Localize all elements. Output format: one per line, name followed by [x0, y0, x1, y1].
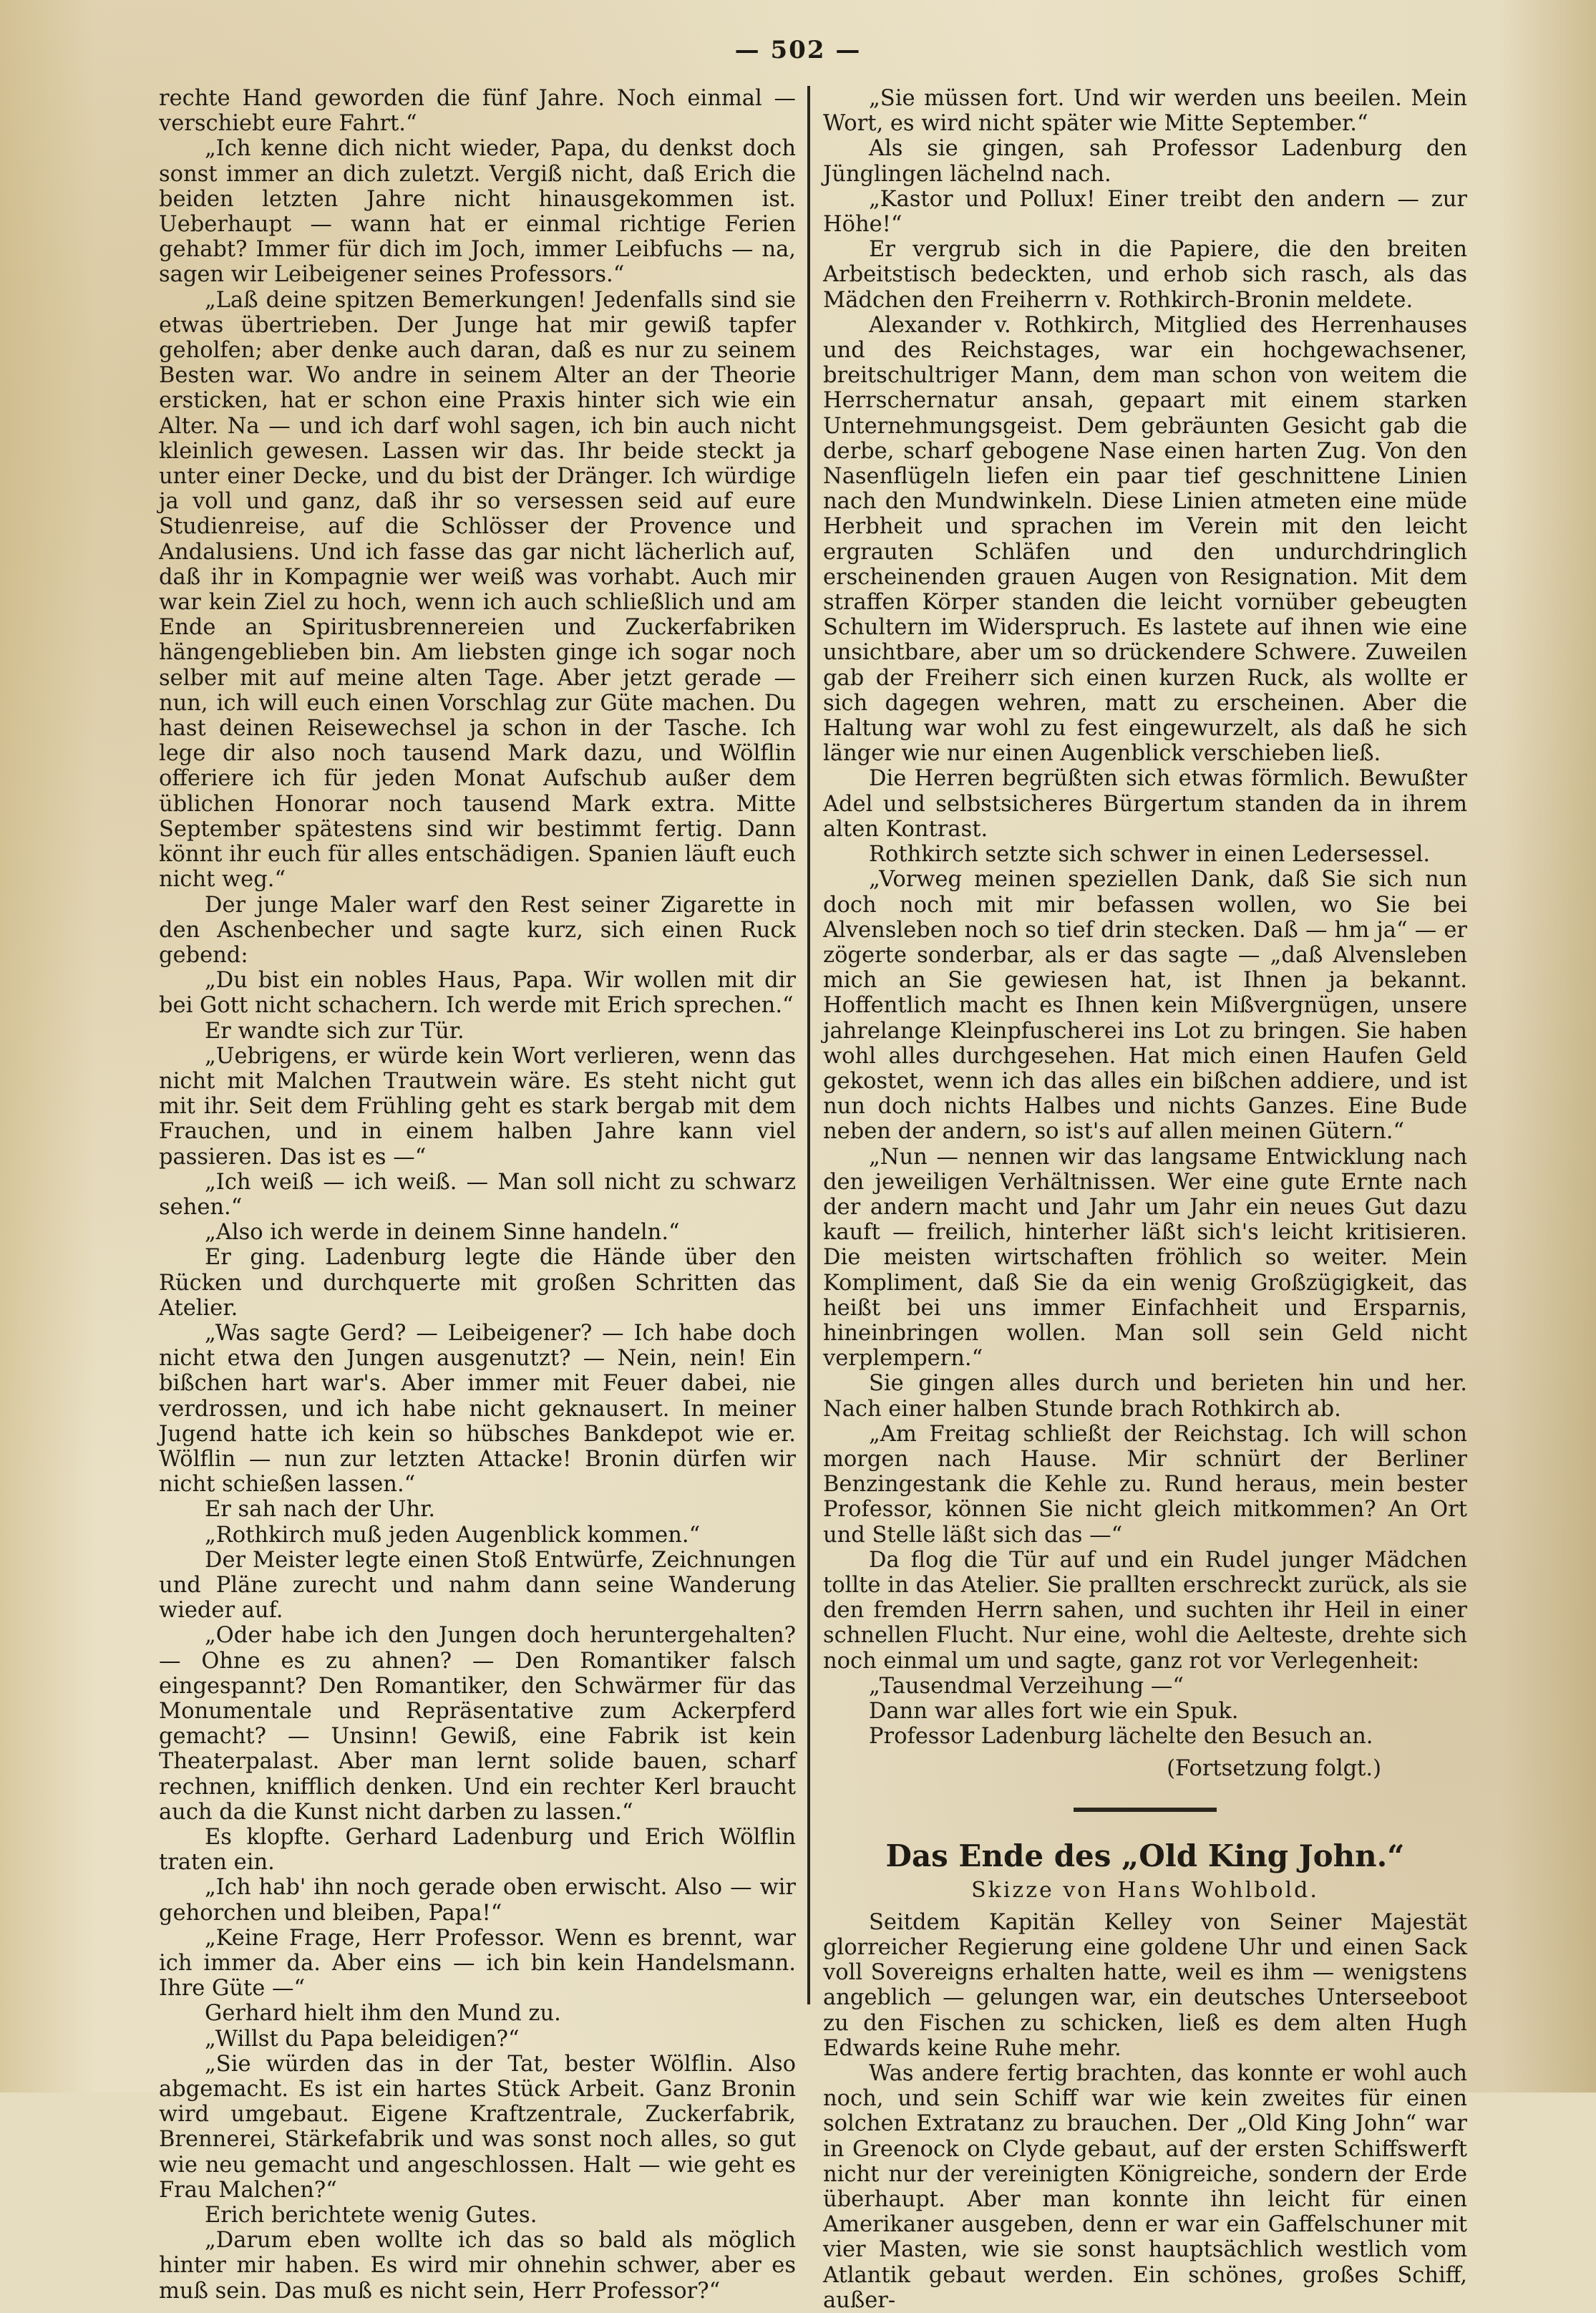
paragraph: Alexander v. Rothkirch, Mitglied des Herrenhauses und des Reichstages, war ein hochgewachsener, breitschultriger Mann, dem man schon von weitem die Herrschernatur ansah, gepaart mit einem starken Unternehmungsgeist. Dem gebräunten Gesicht gab die derbe, scharf gebogene Nase einen harten Zug. Von den Nasenflügeln liefen ein paar tief geschnittene Linien nach den Mundwinkeln. Diese Linien atmeten eine müde Herbheit und sprachen im Verein mit den leicht ergrauten Schläfen und den undurchdringlich erscheinenden grauen Augen von Resignation. Mit dem straffen Körper standen die leicht vornüber gebeugten Schultern im Widerspruch. Es lastete auf ihnen wie eine unsichtbare, aber um so drückendere Schwere. Zuweilen gab der Freiherr sich einen kurzen Ruck, als wollte er sich dagegen wehren, matt zu erscheinen. Aber die Haltung war wohl zu fest eingewurzelt, als daß he sich länger wie nur einen Augenblick verschieben ließ. — [823, 312, 1467, 767]
paragraph: Rothkirch setzte sich schwer in einen Ledersessel. — [869, 842, 1431, 868]
paragraph: „Tausendmal Verzeihung —“ — [869, 1673, 1184, 1699]
paragraph: Er vergrub sich in die Papiere, die den breiten Arbeitstisch bedeckten, und erhob sich rasch, als das Mädchen den Freiherrn v. Rothkirch-Bronin meldete. — [823, 237, 1467, 313]
left-column — [159, 86, 796, 2304]
paragraph: Gerhard hielt ihm den Mund zu. — [205, 2001, 561, 2027]
section-rule — [1074, 1808, 1217, 1812]
paragraph: „Rothkirch muß jeden Augenblick kommen.“ — [205, 1522, 701, 1548]
paragraph: „Sie müssen fort. Und wir werden uns beeilen. Mein Wort, es wird nicht später wie Mitte September.“ — [823, 86, 1467, 137]
paragraph: „Nun — nennen wir das langsame Entwicklung nach den jeweiligen Verhältnissen. Wer eine gute Ernte nach der andern macht und Jahr um Jahr ein neues Gut dazu kauft — freilich, hinterher läßt sich's leicht kritisieren. Die meisten wirtschaften fröhlich so weiter. Mein Kompliment, daß Sie da ein wenig Großzügigkeit, das heißt bei uns immer Einfachheit und Ersparnis, hineinbringen wollen. Man soll sein Geld nicht verplempern.“ — [823, 1144, 1467, 1372]
paragraph: Er sah nach der Uhr. — [205, 1497, 436, 1523]
paragraph: „Am Freitag schließt der Reichstag. Ich will schon morgen nach Hause. Mir schnürt der Berliner Benzingestank die Kehle zu. Rund heraus, mein bester Professor, können Sie nicht gleich mitkommen? An Ort und Stelle läßt sich das —“ — [823, 1421, 1467, 1548]
paragraph: Als sie gingen, sah Professor Ladenburg den Jünglingen lächelnd nach. — [823, 136, 1467, 187]
paragraph: „Uebrigens, er würde kein Wort verlieren, wenn das nicht mit Malchen Trautwein wäre. Es steht nicht gut mit ihr. Seit dem Frühling geht es stark bergab mit dem Frauchen, und in einem halben Jahre kann viel passieren. Das ist es —“ — [159, 1043, 796, 1170]
paragraph: Erich berichtete wenig Gutes. — [205, 2203, 537, 2229]
story-subtitle: Skizze von Hans Wohlbold. — [971, 1877, 1319, 1903]
paragraph: „Ich hab' ihn noch gerade oben erwischt. Also — wir gehorchen und bleiben, Papa!“ — [159, 1875, 796, 1926]
paragraph: rechte Hand geworden die fünf Jahre. Noch einmal — verschiebt eure Fahrt.“ — [159, 86, 796, 137]
paragraph: „Ich weiß — ich weiß. — Man soll nicht zu schwarz sehen.“ — [159, 1169, 796, 1220]
paragraph: „Laß deine spitzen Bemerkungen! Jedenfalls sind sie etwas übertrieben. Der Junge hat mir gewiß tapfer geholfen; aber denke auch daran, daß es nur zu seinem Besten war. Wo andre in seinem Alter an der Theorie ersticken, hat er schon eine Praxis hinter sich wie ein Alter. Na — und ich darf wohl sagen, ich bin auch nicht kleinlich gewesen. Lassen wir das. Ihr beide steckt ja unter einer Decke, und du bist der Dränger. Ich würdige ja voll und ganz, daß ihr so versessen seid auf eure Studienreise, auf die Schlösser der Provence und Andalusiens. Und ich fasse das gar nicht lächerlich auf, daß ihr in Kompagnie wer weiß was vorhabt. Auch mir war kein Ziel zu hoch, wenn ich auch schließlich und am Ende an Spiritusbrennereien und Zuckerfabriken hängengeblieben bin. Am liebsten ginge ich sogar noch selber mit auf meine alten Tage. Aber jetzt gerade — nun, ich will euch einen Vorschlag zur Güte machen. Du hast deinen Reisewechsel ja schon in der Tasche. Ich lege dir also noch tausend Mark dazu, und Wölflin offeriere ich für jeden Monat Aufschub außer dem üblichen Honorar noch tausend Mark extra. Mitte September spätestens sind wir bestimmt fertig. Dann könnt ihr euch für alles entschädigen. Spanien läuft euch nicht weg.“ — [159, 287, 796, 893]
paragraph: Seitdem Kapitän Kelley von Seiner Majestät glorreicher Regierung eine goldene Uhr und einen Sack voll Sovereigns erhalten hatte, weil es ihm — wenigstens angeblich — gelungen war, ein deutsches Unterseeboot zu den Fischen zu schicken, ließ es dem alten Hugh Edwards keine Ruhe mehr. — [823, 1909, 1467, 2061]
paragraph: „Sie würden das in der Tat, bester Wölflin. Also abgemacht. Es ist ein hartes Stück Arbeit. Ganz Bronin wird umgebaut. Eigene Kraftzentrale, Zuckerfabrik, Brennerei, Stärkefabrik und was sonst noch alles, so gut wie neu gemacht und angeschlossen. Halt — wie geht es Frau Malchen?“ — [159, 2051, 796, 2203]
paragraph: Sie gingen alles durch und berieten hin und her. Nach einer halben Stunde brach Rothkirch ab. — [823, 1371, 1467, 1422]
paragraph: „Also ich werde in deinem Sinne handeln.“ — [205, 1220, 680, 1246]
continuation-note: (Fortsetzung folgt.) — [1167, 1756, 1381, 1782]
paragraph: „Willst du Papa beleidigen?“ — [205, 2026, 520, 2052]
page-number: — 502 — — [734, 36, 862, 64]
column-divider — [807, 86, 810, 2004]
paragraph: „Keine Frage, Herr Professor. Wenn es brennt, war ich immer da. Aber eins — ich bin kein Handelsmann. Ihre Güte —“ — [159, 1925, 796, 2002]
paragraph: Da flog die Tür auf und ein Rudel junger Mädchen tollte in das Atelier. Sie prallten erschreckt zurück, als sie den fremden Herrn sahen, und suchten ihr Heil in einer schnellen Flucht. Nur eine, wohl die Aelteste, drehte sich noch einmal um und sagte, ganz rot vor Verlegenheit: — [823, 1547, 1467, 1674]
paragraph: „Vorweg meinen speziellen Dank, daß Sie sich nun doch noch mit mir befassen wollen, wo Sie bei Alvensleben noch so tief drin stecken. Daß — hm ja“ — er zögerte sonderbar, als er das sagte — „daß Alvensleben mich an Sie gewiesen hat, ist Ihnen ja bekannt. Hoffentlich macht es Ihnen kein Mißvergnügen, unsere jahrelange Kleinpfuscherei ins Lot zu bringen. Sie haben wohl alles durchgesehen. Hat mich einen Haufen Geld gekostet, wenn ich das alles ein bißchen addiere, und ist nun doch nichts Halbes und nichts Ganzes. Eine Bude neben der andern, so ist's auf allen meinen Gütern.“ — [823, 867, 1467, 1145]
story-title: Das Ende des „Old King John.“ — [885, 1838, 1405, 1873]
paragraph: „Was sagte Gerd? — Leibeigener? — Ich habe doch nicht etwa den Jungen ausgenutzt? — Nein, nein! Ein bißchen hart war's. Aber immer mit Feuer dabei, nie verdrossen, und ich habe nicht geknausert. In meiner Jugend hatte ich kein so hübsches Bankdepot wie er. Wölflin — nun zur letzten Attacke! Bronin dürfen wir nicht schießen lassen.“ — [159, 1320, 796, 1498]
paragraph: Er ging. Ladenburg legte die Hände über den Rücken und durchquerte mit großen Schritten das Atelier. — [159, 1245, 796, 1321]
paragraph: „Ich kenne dich nicht wieder, Papa, du denkst doch sonst immer an dich zuletzt. Vergiß nicht, daß Erich die beiden letzten Jahre nicht hinausgekommen ist. Ueberhaupt — wann hat er einmal richtige Ferien gehabt? Immer für dich im Joch, immer Leibfuchs — na, sagen wir Leibeigener seines Professors.“ — [159, 136, 796, 288]
paragraph: „Darum eben wollte ich das so bald als möglich hinter mir haben. Es wird mir ohnehin schwer, aber es muß sein. Das muß es nicht sein, Herr Professor?“ — [159, 2228, 796, 2304]
paragraph: Professor Ladenburg lächelte den Besuch an. — [869, 1724, 1373, 1750]
paragraph: „Du bist ein nobles Haus, Papa. Wir wollen mit dir bei Gott nicht schachern. Ich werde mit Erich sprechen.“ — [159, 968, 796, 1019]
right-column — [823, 86, 1467, 2313]
paragraph: „Oder habe ich den Jungen doch heruntergehalten? — Ohne es zu ahnen? — Den Romantiker falsch eingespannt? Den Romantiker, den Schwärmer für das Monumentale und Repräsentative zum Ackerpferd gemacht? — Unsinn! Gewiß, eine Fabrik ist kein Theaterpalast. Aber man lernt solide bauen, scharf rechnen, knifflich denken. Und ein rechter Kerl braucht auch da die Kunst nicht darben zu lassen.“ — [159, 1623, 796, 1825]
paragraph: Der junge Maler warf den Rest seiner Zigarette in den Aschenbecher und sagte kurz, sich einen Ruck gebend: — [159, 892, 796, 968]
paragraph: Es klopfte. Gerhard Ladenburg und Erich Wölflin traten ein. — [159, 1825, 796, 1876]
paragraph: Der Meister legte einen Stoß Entwürfe, Zeichnungen und Pläne zurecht und nahm dann seine Wanderung wieder auf. — [159, 1547, 796, 1624]
story-text — [823, 1910, 1467, 2313]
paragraph: Dann war alles fort wie ein Spuk. — [869, 1699, 1239, 1724]
paragraph: Die Herren begrüßten sich etwas förmlich. Bewußter Adel und selbstsicheres Bürgertum standen da in ihrem alten Kontrast. — [823, 766, 1467, 842]
novel-continuation-text — [823, 86, 1467, 1749]
paragraph: Was andere fertig brachten, das konnte er wohl auch noch, und sein Schiff war wie kein zweites für einen solchen Extratanz zu brauchen. Der „Old King John“ war in Greenock on Clyde gebaut, auf der ersten Schiffswerft nicht nur der vereinigten Königreiche, sondern der Erde überhaupt. Aber man konnte ihn leicht für einen Amerikaner ausgeben, denn er war ein Gaffelschuner mit vier Masten, wie sie sonst hauptsächlich westlich vom Atlantik gebaut werden. Ein schönes, großes Schiff, außer- — [823, 2061, 1467, 2313]
paragraph: „Kastor und Pollux! Einer treibt den andern — zur Höhe!“ — [823, 186, 1467, 238]
paragraph: Er wandte sich zur Tür. — [205, 1018, 464, 1044]
